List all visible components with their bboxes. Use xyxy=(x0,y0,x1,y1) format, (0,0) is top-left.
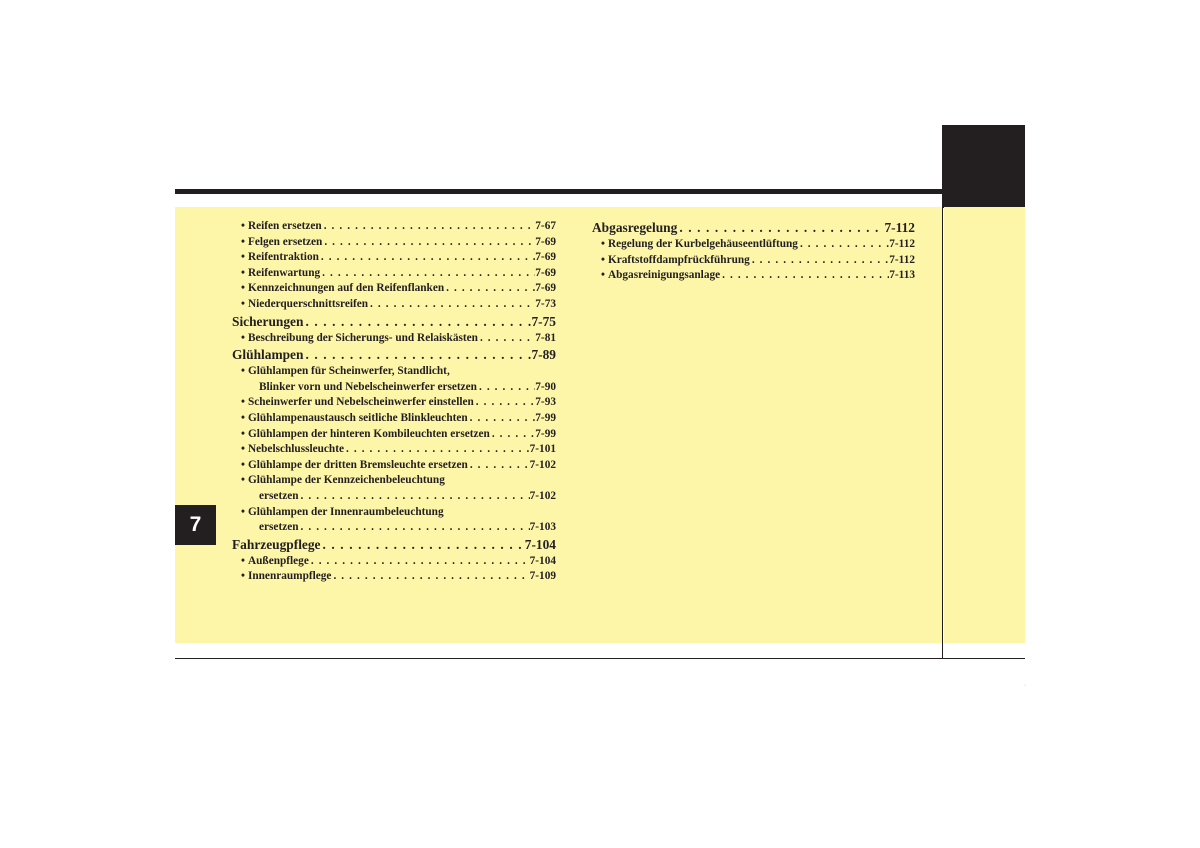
bullet-icon: • xyxy=(241,474,245,487)
toc-entry xyxy=(232,250,556,266)
toc-page-number: 7-99 xyxy=(535,411,556,424)
toc-page-number: 7-75 xyxy=(531,313,556,329)
dot-leader xyxy=(299,489,530,505)
toc-page-number: 7-81 xyxy=(535,331,556,344)
toc-entry-label: Blinker vorn und Nebelscheinwerfer ersetzen xyxy=(259,380,477,393)
toc-entry-label: Innenraumpflege xyxy=(247,570,332,583)
toc-entry-label: Fahrzeugpflege xyxy=(232,536,321,552)
bullet-icon: • xyxy=(241,505,245,518)
toc-page-number: 7-109 xyxy=(529,570,556,583)
toc-page-number: 7-101 xyxy=(529,443,556,456)
toc-entry xyxy=(232,505,556,521)
side-panel xyxy=(944,207,1025,643)
toc-entry xyxy=(232,569,556,585)
toc-entry xyxy=(232,297,556,313)
dot-leader xyxy=(309,554,530,570)
toc-entry xyxy=(232,411,556,427)
toc-entry xyxy=(232,442,556,458)
toc-entry xyxy=(592,237,915,253)
toc-entry-label: Glühlampe der Kennzeichenbeleuchtung xyxy=(247,474,445,487)
dot-leader xyxy=(677,219,884,237)
toc-heading xyxy=(232,536,556,554)
bullet-icon: • xyxy=(241,266,245,279)
toc-page-number: 7-89 xyxy=(531,347,556,363)
dot-leader xyxy=(468,411,536,427)
toc-entry xyxy=(232,266,556,282)
dot-leader xyxy=(320,266,535,282)
dot-leader xyxy=(331,569,529,585)
toc-entry-label: Niederquerschnittsreifen xyxy=(247,297,369,310)
dot-leader xyxy=(322,235,535,251)
dot-leader xyxy=(303,346,531,364)
dot-leader xyxy=(303,313,531,331)
toc-entry xyxy=(232,520,556,536)
toc-entry-label: Glühlampe der dritten Bremsleuchte ersetzen xyxy=(247,458,468,471)
bullet-icon: • xyxy=(241,570,245,583)
dot-leader xyxy=(321,536,525,554)
bullet-icon: • xyxy=(241,458,245,471)
dot-leader xyxy=(319,250,535,266)
toc-entry-label: Glühlampen der Innenraumbeleuchtung xyxy=(247,505,444,518)
toc-entry-label: Abgasregelung xyxy=(592,220,678,235)
toc-page-number: 7-112 xyxy=(884,220,915,235)
toc-page-number: 7-93 xyxy=(535,396,556,409)
toc-entry-label: Beschreibung der Sicherungs- und Relaiskästen xyxy=(247,331,478,344)
toc-page-number: 7-104 xyxy=(524,536,556,552)
toc-entry-label: Reifenwartung xyxy=(247,266,321,279)
toc-entry-label: Sicherungen xyxy=(232,313,304,329)
toc-entry xyxy=(232,281,556,297)
toc-entry-label: Scheinwerfer und Nebelscheinwerfer einstellen xyxy=(247,396,474,409)
toc-page-number: 7-69 xyxy=(535,251,556,264)
chapter-number: 7 xyxy=(175,505,216,545)
bullet-icon: • xyxy=(241,251,245,264)
toc-entry-label: Nebelschlussleuchte xyxy=(247,443,344,456)
toc-page-number: 7-99 xyxy=(535,427,556,440)
bullet-icon: • xyxy=(241,331,245,344)
toc-page-number: 7-69 xyxy=(535,235,556,248)
toc-entry-label: Glühlampen xyxy=(232,347,304,363)
dot-leader xyxy=(322,219,536,235)
dot-leader xyxy=(299,520,530,536)
vertical-rule xyxy=(942,194,943,659)
toc-entry-label: Felgen ersetzen xyxy=(247,235,323,248)
toc-entry xyxy=(592,253,915,269)
toc-right-column xyxy=(592,219,915,284)
toc-page-number: 7-67 xyxy=(535,220,556,232)
toc-heading xyxy=(592,219,915,237)
bullet-icon: • xyxy=(241,427,245,440)
dot-leader xyxy=(750,253,889,269)
toc-entry-label: Reifen ersetzen xyxy=(247,220,322,232)
toc-entry-label: Außenpflege xyxy=(247,554,309,567)
toc-entry-label: Glühlampenaustausch seitliche Blinkleuchten xyxy=(247,411,468,424)
toc-heading xyxy=(232,346,556,364)
toc-entry xyxy=(232,473,556,489)
bullet-icon: • xyxy=(601,238,605,250)
toc-entry xyxy=(232,554,556,570)
toc-heading xyxy=(232,313,556,331)
toc-entry-label: ersetzen xyxy=(259,489,299,502)
dot-leader xyxy=(344,442,530,458)
dot-leader xyxy=(477,380,535,396)
toc-entry xyxy=(232,235,556,251)
toc-page-number: 7-69 xyxy=(535,282,556,295)
bullet-icon: • xyxy=(241,443,245,456)
bullet-icon: • xyxy=(241,282,245,295)
toc-entry xyxy=(232,331,556,347)
toc-entry-label: Kraftstoffdampfrückführung xyxy=(607,253,750,266)
bullet-icon: • xyxy=(241,365,245,378)
dot-leader xyxy=(490,427,535,443)
toc-page-number: 7-113 xyxy=(889,269,915,282)
bullet-icon: • xyxy=(601,253,605,266)
toc-entry-label: ersetzen xyxy=(259,521,299,534)
toc-entry-label: Reifentraktion xyxy=(247,251,319,264)
bullet-icon: • xyxy=(241,396,245,409)
toc-entry-label: Glühlampen für Scheinwerfer, Standlicht, xyxy=(247,365,450,378)
dot-leader xyxy=(720,268,889,284)
toc-entry xyxy=(232,427,556,443)
toc-page-number: 7-104 xyxy=(529,554,556,567)
toc-entry-label: Abgasreinigungsanlage xyxy=(607,269,721,282)
dot-leader xyxy=(798,237,889,253)
bottom-rule xyxy=(175,658,1025,659)
toc-entry-label: Kennzeichnungen auf den Reifenflanken xyxy=(247,282,445,295)
toc-left-column xyxy=(232,219,556,585)
toc-page-number: 7-103 xyxy=(529,521,556,534)
bullet-icon: • xyxy=(241,411,245,424)
toc-entry-label: Glühlampen der hinteren Kombileuchten ersetzen xyxy=(247,427,490,440)
toc-entry xyxy=(232,458,556,474)
bullet-icon: • xyxy=(601,269,605,282)
bullet-icon: • xyxy=(241,297,245,310)
dot-leader xyxy=(474,395,536,411)
bullet-icon: • xyxy=(241,554,245,567)
page-mark: · xyxy=(1024,683,1026,689)
toc-entry xyxy=(232,380,556,396)
toc-entry xyxy=(232,395,556,411)
toc-entry xyxy=(232,489,556,505)
toc-page-number: 7-112 xyxy=(889,253,915,266)
toc-entry xyxy=(232,364,556,380)
toc-page-number: 7-102 xyxy=(529,489,556,502)
dot-leader xyxy=(478,331,535,347)
toc-entry-label: Regelung der Kurbelgehäuseentlüftung xyxy=(607,238,798,250)
bullet-icon: • xyxy=(241,235,245,248)
bullet-icon: • xyxy=(241,220,245,232)
top-rule xyxy=(175,189,943,194)
toc-page-number: 7-69 xyxy=(535,266,556,279)
toc-page-number: 7-112 xyxy=(889,238,915,250)
toc-page-number: 7-73 xyxy=(535,297,556,310)
dot-leader xyxy=(368,297,535,313)
toc-page-number: 7-102 xyxy=(529,458,556,471)
toc-entry xyxy=(232,219,556,235)
toc-entry xyxy=(592,268,915,284)
dot-leader xyxy=(444,281,535,297)
toc-page-number: 7-90 xyxy=(535,380,556,393)
chapter-corner-tab xyxy=(942,125,1025,208)
dot-leader xyxy=(468,458,530,474)
